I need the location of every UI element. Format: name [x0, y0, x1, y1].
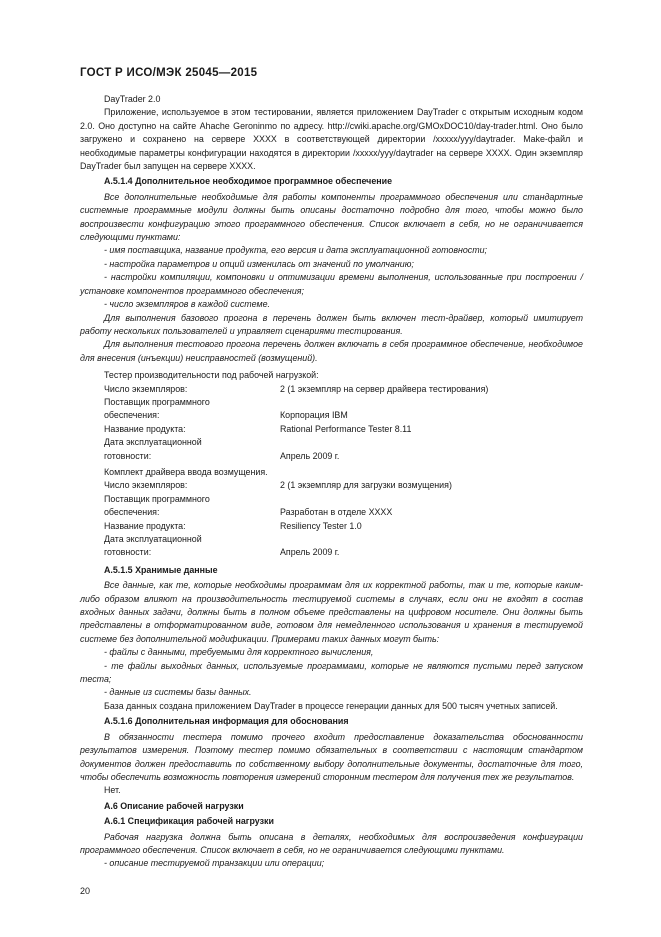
table-row	[104, 409, 583, 422]
table-row	[104, 396, 583, 409]
table-row	[104, 520, 583, 533]
row-key: Дата эксплуатационной	[104, 534, 202, 544]
section-heading: А.5.1.5 Хранимые данные	[104, 564, 218, 575]
document-header: ГОСТ Р ИСО/МЭК 25045—2015	[80, 67, 258, 79]
page-number: 20	[80, 885, 91, 896]
row-value	[280, 396, 583, 409]
row-value	[280, 436, 583, 449]
paragraph: Для выполнения тестового прогона перечень должен включать в себя программное обеспечение, необходимое для внесения (инъекции) неисправностей (возмущений).	[80, 339, 583, 363]
row-key: Число экземпляров:	[104, 480, 188, 491]
row-key: Поставщик программного	[104, 396, 210, 407]
row-value: 2 (1 экземпляр для загрузки возмущения)	[280, 480, 452, 491]
list-item: - настройки компиляции, компоновки и оптимизации времени выполнения, использованные при построении / установке компонентов программного обеспечения;	[80, 272, 583, 296]
list-item: - настройка параметров и опций изменилась от значений по умолчанию;	[104, 258, 414, 269]
row-value: Корпорация IBM	[280, 410, 348, 421]
paragraph: База данных создана приложением DayTrader в процессе генерации данных для 500 тысяч учетных записей.	[104, 700, 558, 711]
row-value: 2 (1 экземпляр на сервер драйвера тестирования)	[280, 383, 489, 394]
row-key: обеспечения:	[104, 507, 160, 518]
table-row	[104, 546, 583, 559]
paragraph: Приложение, используемое в этом тестировании, является приложением DayTrader с открытым исходным кодом 2.0. Оно доступно на сайте Ahache Geroninmo по адресу. http://cwiki.apache.org/GMOxDOC10/day-trader.html. Оно было загружено и сохранено на сервере XXXX в соответствующей директории /xxxxx/yyy/daytrader. Make-файл и необходимые параметры конфигурации находятся в директории /xxxxx/yyy/daytrader на сервере XXXX. Один экземпляр DayTrader был запущен на сервере XXXX.	[80, 107, 583, 172]
row-key: Дата эксплуатационной	[104, 437, 202, 448]
table-row	[104, 383, 583, 396]
row-value	[280, 493, 583, 506]
table-row	[104, 450, 583, 463]
row-value: Апрель 2009 г.	[280, 547, 340, 558]
paragraph-title: DayTrader 2.0	[104, 94, 161, 104]
paragraph: Нет.	[104, 785, 121, 796]
section-heading: А.5.1.6 Дополнительная информация для обоснования	[104, 716, 349, 727]
table-row	[104, 506, 583, 519]
row-value: Rational Performance Tester 8.11	[280, 423, 412, 434]
row-value	[280, 533, 583, 546]
list-item: - описание тестируемой транзакции или операции;	[104, 858, 325, 869]
page-body	[80, 93, 583, 871]
paragraph: Все дополнительные необходимые для работы компоненты программного обеспечения или стандартные системные программные модули должны быть описаны достаточно подробно для того, чтобы можно было воспроизвести конфигурацию этого программного обеспечения. Список включает в себя, но не ограничивается следующими пунктами:	[80, 191, 583, 243]
paragraph: Для выполнения базового прогона в перечень должен быть включен тест-драйвер, который имитирует работу нескольких пользователей и управляет сценариями тестирования.	[80, 312, 583, 336]
row-value: Resiliency Tester 1.0	[280, 520, 362, 531]
section-heading: А.5.1.4 Дополнительное необходимое программное обеспечение	[104, 176, 393, 187]
row-value: Апрель 2009 г.	[280, 450, 340, 461]
list-item: - те файлы выходных данных, используемые программами, которые не являются пустыми перед запуском теста;	[80, 660, 583, 685]
row-key: Число экземпляров:	[104, 383, 188, 394]
list-item: - имя поставщика, название продукта, его версия и дата эксплуатационной готовности;	[104, 245, 488, 256]
row-key: готовности:	[104, 450, 152, 461]
row-key: Название продукта:	[104, 520, 186, 531]
tester-table	[104, 369, 583, 560]
paragraph: Все данные, как те, которые необходимы программам для их корректной работы, так и те, которые каким-либо образом влияют на производительность тестируемой системы в случаях, если они не входят в состав входных данных задачи, должны быть в полном объеме представлены на цифровом носителе. Они должны быть представлены в отформатированном виде, готовом для немедленного использования и хранения в тестируемой системе без дополнительной модификации. Примерами таких данных могут быть:	[80, 580, 583, 644]
table-row	[104, 436, 583, 449]
subsection-heading: А.6.1 Спецификация рабочей нагрузки	[104, 816, 274, 827]
row-value: Разработан в отделе XXXX	[280, 507, 393, 518]
list-item: - данные из системы базы данных.	[104, 687, 252, 698]
list-item: - число экземпляров в каждой системе.	[104, 299, 270, 310]
table-title: Тестер производительности под рабочей нагрузкой:	[104, 370, 319, 381]
list-item: - файлы с данными, требуемыми для корректного вычисления,	[104, 647, 374, 658]
table-title: Комплект драйвера ввода возмущения.	[104, 466, 268, 477]
row-key: обеспечения:	[104, 410, 160, 421]
table-row	[104, 533, 583, 546]
row-key: Название продукта:	[104, 423, 186, 434]
section-heading: А.6 Описание рабочей нагрузки	[104, 800, 244, 811]
paragraph: Рабочая нагрузка должна быть описана в деталях, необходимых для воспроизведения конфигурации программного обеспечения. Список включает в себя, но не ограничивается следующими пунктами.	[80, 831, 583, 855]
row-key: Поставщик программного	[104, 493, 210, 504]
paragraph: В обязанности тестера помимо прочего входит предоставление доказательства обоснованности результатов измерения. Поэтому тестер помимо обязательных в соответствии с настоящим стандартом документов должен предоставить по собственному выбору дополнительные документы, достаточные для того, чтобы обеспечить возможность повторения измерений сторонним тестером для получения тех же результатов.	[80, 731, 583, 782]
table-row	[104, 423, 583, 436]
row-key: готовности:	[104, 547, 152, 558]
table-row	[104, 493, 583, 506]
table-row	[104, 479, 583, 492]
